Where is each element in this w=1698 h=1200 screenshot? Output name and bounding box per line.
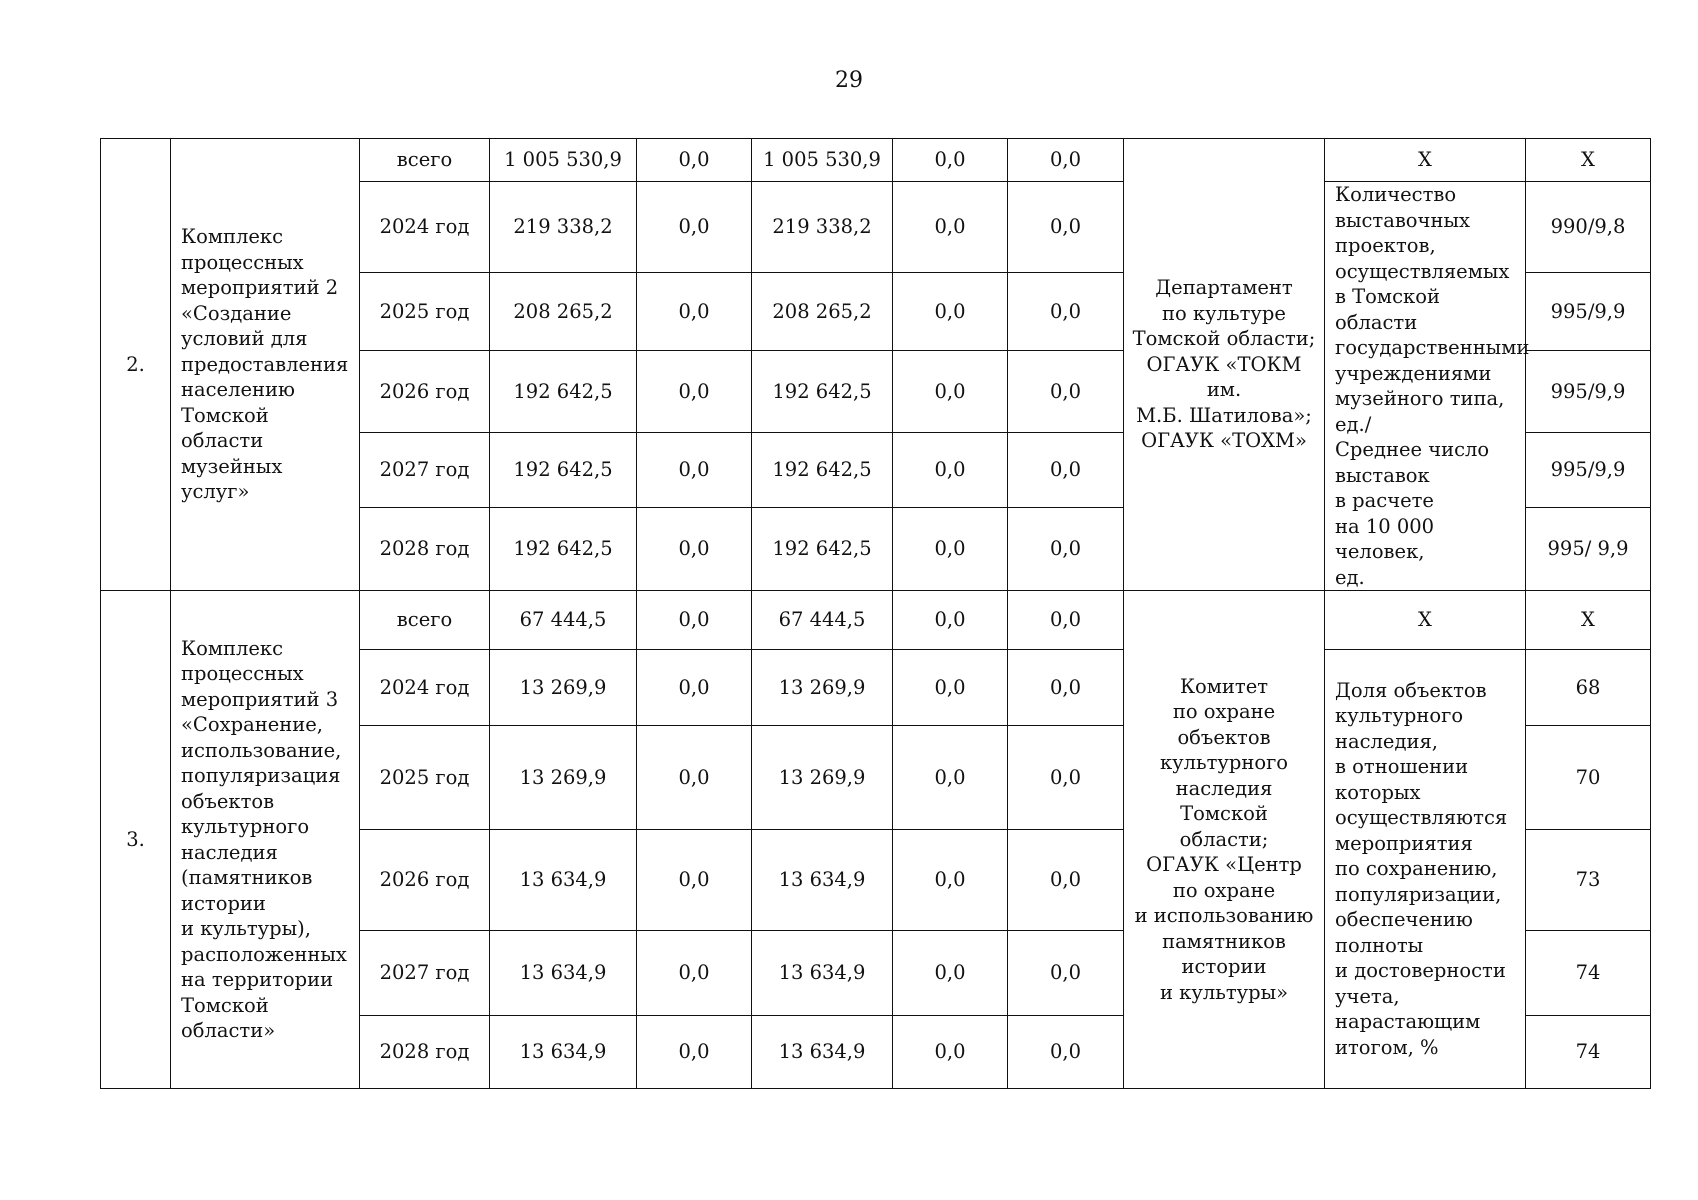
period-cell: 2024 год: [360, 182, 490, 273]
value-cell: 219 338,2: [752, 182, 893, 273]
value-cell: 0,0: [637, 273, 752, 351]
period-cell: всего: [360, 139, 490, 182]
value-cell: 0,0: [893, 931, 1008, 1016]
period-cell: 2025 год: [360, 273, 490, 351]
total-cell: 13 269,9: [490, 650, 637, 726]
value-cell: 0,0: [637, 726, 752, 830]
indicator-value-cell: 990/9,8: [1526, 182, 1651, 273]
value-cell: 0,0: [1008, 507, 1124, 590]
total-cell: 192 642,5: [490, 432, 637, 507]
responsible-cell: Департамент по культуре Томской области; ОГАУК «ТОКМ им. М.Б. Шатилова»; ОГАУК «ТОХМ»: [1124, 139, 1325, 591]
indicator-cell: Доля объектов культурного наследия, в отношении которых осуществляются мероприятия по сохранению, популяризации, обеспечению полноты и достоверности учета, нарастающим итогом, %: [1325, 650, 1526, 1089]
table-row: [101, 591, 1651, 650]
period-cell: 2026 год: [360, 830, 490, 931]
responsible-cell: Комитет по охране объектов культурного наследия Томской области; ОГАУК «Центр по охране и использованию памятников истории и культуры»: [1124, 591, 1325, 1089]
value-cell: 0,0: [1008, 830, 1124, 931]
value-cell: 67 444,5: [752, 591, 893, 650]
total-cell: 13 269,9: [490, 726, 637, 830]
total-cell: 1 005 530,9: [490, 139, 637, 182]
value-cell: 0,0: [893, 650, 1008, 726]
indicator-value-cell: 70: [1526, 726, 1651, 830]
table-row: [101, 139, 1651, 182]
period-cell: 2024 год: [360, 650, 490, 726]
indicator-value-cell: 74: [1526, 1016, 1651, 1089]
value-cell: 0,0: [893, 726, 1008, 830]
value-cell: 0,0: [1008, 182, 1124, 273]
indicator-value-cell: 995/9,9: [1526, 273, 1651, 351]
value-cell: 0,0: [1008, 931, 1124, 1016]
value-cell: 0,0: [893, 432, 1008, 507]
value-cell: 0,0: [637, 182, 752, 273]
value-cell: 208 265,2: [752, 273, 893, 351]
value-cell: 0,0: [637, 591, 752, 650]
value-cell: 0,0: [1008, 432, 1124, 507]
indicator-cell: Количество выставочных проектов, осуществляемых в Томской области государственными учреждениями музейного типа, ед./ Среднее число выставок в расчете на 10 000 человек, ед.: [1325, 182, 1526, 591]
value-cell: 0,0: [1008, 1016, 1124, 1089]
period-cell: всего: [360, 591, 490, 650]
indicator-value-cell: 995/ 9,9: [1526, 507, 1651, 590]
section-number: 3.: [101, 591, 171, 1089]
value-cell: 0,0: [1008, 726, 1124, 830]
total-cell: 208 265,2: [490, 273, 637, 351]
total-cell: 192 642,5: [490, 351, 637, 432]
value-cell: 0,0: [1008, 650, 1124, 726]
value-cell: 192 642,5: [752, 432, 893, 507]
value-cell: 1 005 530,9: [752, 139, 893, 182]
value-cell: 13 269,9: [752, 726, 893, 830]
value-cell: 0,0: [893, 507, 1008, 590]
value-cell: 13 634,9: [752, 1016, 893, 1089]
period-cell: 2028 год: [360, 1016, 490, 1089]
indicator-value-cell: 995/9,9: [1526, 432, 1651, 507]
period-cell: 2025 год: [360, 726, 490, 830]
indicator-value-total-cell: Х: [1526, 139, 1651, 182]
value-cell: 0,0: [637, 830, 752, 931]
period-cell: 2027 год: [360, 931, 490, 1016]
period-cell: 2028 год: [360, 507, 490, 590]
value-cell: 0,0: [1008, 591, 1124, 650]
total-cell: 67 444,5: [490, 591, 637, 650]
section-number: 2.: [101, 139, 171, 591]
value-cell: 0,0: [637, 139, 752, 182]
indicator-value-cell: 73: [1526, 830, 1651, 931]
value-cell: 192 642,5: [752, 351, 893, 432]
value-cell: 13 634,9: [752, 830, 893, 931]
value-cell: 0,0: [637, 507, 752, 590]
section-name: Комплекс процессных мероприятий 3 «Сохранение, использование, популяризация объектов культурного наследия (памятников истории и культуры), расположенных на территории Томской области»: [171, 591, 360, 1089]
value-cell: 0,0: [893, 351, 1008, 432]
value-cell: 13 269,9: [752, 650, 893, 726]
value-cell: 13 634,9: [752, 931, 893, 1016]
value-cell: 0,0: [893, 1016, 1008, 1089]
value-cell: 0,0: [893, 591, 1008, 650]
value-cell: 0,0: [893, 182, 1008, 273]
value-cell: 0,0: [893, 273, 1008, 351]
value-cell: 0,0: [637, 432, 752, 507]
value-cell: 0,0: [1008, 351, 1124, 432]
period-cell: 2026 год: [360, 351, 490, 432]
indicator-total-cell: Х: [1325, 591, 1526, 650]
indicator-value-total-cell: Х: [1526, 591, 1651, 650]
total-cell: 13 634,9: [490, 931, 637, 1016]
value-cell: 0,0: [893, 139, 1008, 182]
indicator-value-cell: 68: [1526, 650, 1651, 726]
value-cell: 0,0: [1008, 273, 1124, 351]
total-cell: 219 338,2: [490, 182, 637, 273]
value-cell: 0,0: [637, 650, 752, 726]
total-cell: 192 642,5: [490, 507, 637, 590]
period-cell: 2027 год: [360, 432, 490, 507]
value-cell: 192 642,5: [752, 507, 893, 590]
value-cell: 0,0: [637, 931, 752, 1016]
indicator-value-cell: 995/9,9: [1526, 351, 1651, 432]
value-cell: 0,0: [1008, 139, 1124, 182]
section-name: Комплекс процессных мероприятий 2 «Создание условий для предоставления населению Томской области музейных услуг»: [171, 139, 360, 591]
value-cell: 0,0: [637, 351, 752, 432]
page-number: 29: [835, 68, 863, 93]
indicator-total-cell: Х: [1325, 139, 1526, 182]
value-cell: 0,0: [893, 830, 1008, 931]
program-table: [100, 138, 1651, 1089]
value-cell: 0,0: [637, 1016, 752, 1089]
total-cell: 13 634,9: [490, 1016, 637, 1089]
total-cell: 13 634,9: [490, 830, 637, 931]
indicator-value-cell: 74: [1526, 931, 1651, 1016]
